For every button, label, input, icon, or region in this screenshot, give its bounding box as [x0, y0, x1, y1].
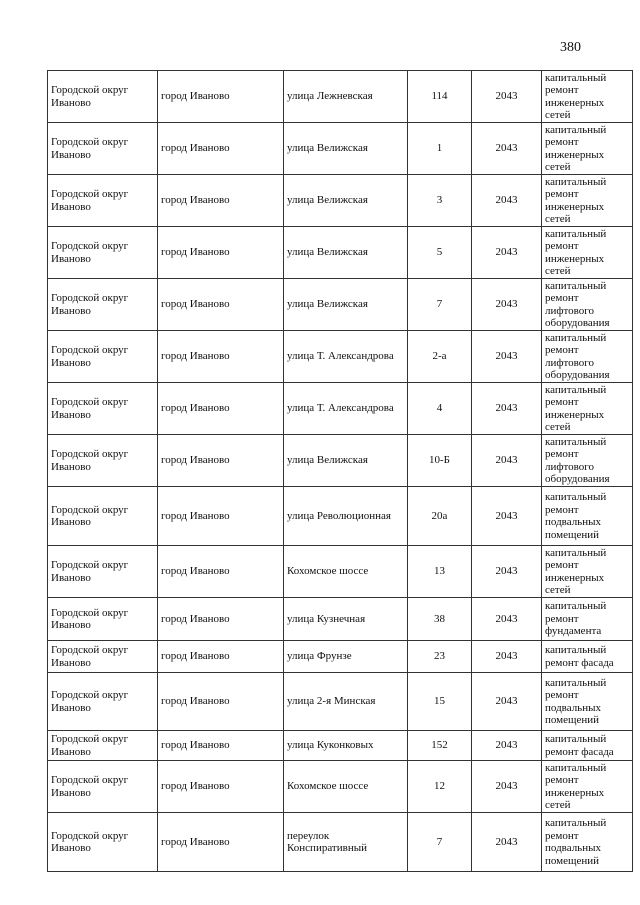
- house-cell: 5: [408, 227, 472, 279]
- district-cell: Городской округ Иваново: [48, 279, 158, 331]
- house-cell: 23: [408, 641, 472, 673]
- work-type-cell: капитальный ремонт подвальных помещений: [542, 813, 633, 872]
- year-cell: 2043: [472, 123, 542, 175]
- city-cell: город Иваново: [158, 175, 284, 227]
- street-cell: улица Революционная: [284, 487, 408, 546]
- district-cell: Городской округ Иваново: [48, 761, 158, 813]
- page-number: 380: [560, 40, 581, 55]
- table-row: [48, 383, 633, 435]
- house-cell: 20а: [408, 487, 472, 546]
- table-row: [48, 813, 633, 872]
- year-cell: 2043: [472, 546, 542, 598]
- table-row: [48, 641, 633, 673]
- work-type-cell: капитальный ремонт инженерных сетей: [542, 546, 633, 598]
- street-cell: улица Велижская: [284, 123, 408, 175]
- table-row: [48, 673, 633, 731]
- district-cell: Городской округ Иваново: [48, 813, 158, 872]
- house-cell: 114: [408, 71, 472, 123]
- work-type-cell: капитальный ремонт фундамента: [542, 598, 633, 641]
- house-cell: 3: [408, 175, 472, 227]
- work-type-cell: капитальный ремонт подвальных помещений: [542, 487, 633, 546]
- street-cell: улица Лежневская: [284, 71, 408, 123]
- house-cell: 38: [408, 598, 472, 641]
- city-cell: город Иваново: [158, 731, 284, 761]
- district-cell: Городской округ Иваново: [48, 123, 158, 175]
- street-cell: улица Фрунзе: [284, 641, 408, 673]
- year-cell: 2043: [472, 761, 542, 813]
- street-cell: улица Велижская: [284, 175, 408, 227]
- work-type-cell: капитальный ремонт фасада: [542, 731, 633, 761]
- table-body: [48, 71, 633, 872]
- district-cell: Городской округ Иваново: [48, 435, 158, 487]
- year-cell: 2043: [472, 435, 542, 487]
- district-cell: Городской округ Иваново: [48, 227, 158, 279]
- city-cell: город Иваново: [158, 227, 284, 279]
- work-type-cell: капитальный ремонт инженерных сетей: [542, 761, 633, 813]
- street-cell: улица Велижская: [284, 435, 408, 487]
- house-cell: 2-а: [408, 331, 472, 383]
- year-cell: 2043: [472, 383, 542, 435]
- city-cell: город Иваново: [158, 813, 284, 872]
- city-cell: город Иваново: [158, 598, 284, 641]
- house-cell: 1: [408, 123, 472, 175]
- work-type-cell: капитальный ремонт лифтового оборудования: [542, 279, 633, 331]
- district-cell: Городской округ Иваново: [48, 487, 158, 546]
- table-row: [48, 227, 633, 279]
- city-cell: город Иваново: [158, 331, 284, 383]
- table-row: [48, 331, 633, 383]
- street-cell: Кохомское шоссе: [284, 546, 408, 598]
- work-type-cell: капитальный ремонт лифтового оборудования: [542, 331, 633, 383]
- city-cell: город Иваново: [158, 71, 284, 123]
- work-type-cell: капитальный ремонт инженерных сетей: [542, 383, 633, 435]
- work-type-cell: капитальный ремонт лифтового оборудования: [542, 435, 633, 487]
- work-type-cell: капитальный ремонт подвальных помещений: [542, 673, 633, 731]
- work-type-cell: капитальный ремонт инженерных сетей: [542, 175, 633, 227]
- street-cell: улица Велижская: [284, 279, 408, 331]
- year-cell: 2043: [472, 175, 542, 227]
- street-cell: переулок Конспиративный: [284, 813, 408, 872]
- house-cell: 12: [408, 761, 472, 813]
- district-cell: Городской округ Иваново: [48, 175, 158, 227]
- year-cell: 2043: [472, 641, 542, 673]
- table-row: [48, 546, 633, 598]
- year-cell: 2043: [472, 598, 542, 641]
- work-type-cell: капитальный ремонт инженерных сетей: [542, 227, 633, 279]
- city-cell: город Иваново: [158, 487, 284, 546]
- city-cell: город Иваново: [158, 435, 284, 487]
- street-cell: улица 2-я Минская: [284, 673, 408, 731]
- district-cell: Городской округ Иваново: [48, 598, 158, 641]
- year-cell: 2043: [472, 813, 542, 872]
- city-cell: город Иваново: [158, 761, 284, 813]
- table-row: [48, 761, 633, 813]
- house-cell: 4: [408, 383, 472, 435]
- district-cell: Городской округ Иваново: [48, 673, 158, 731]
- house-cell: 15: [408, 673, 472, 731]
- table-row: [48, 71, 633, 123]
- house-cell: 10-Б: [408, 435, 472, 487]
- work-type-cell: капитальный ремонт фасада: [542, 641, 633, 673]
- year-cell: 2043: [472, 673, 542, 731]
- table-row: [48, 731, 633, 761]
- year-cell: 2043: [472, 227, 542, 279]
- house-cell: 7: [408, 279, 472, 331]
- year-cell: 2043: [472, 71, 542, 123]
- table-row: [48, 487, 633, 546]
- repair-schedule-table: [47, 70, 633, 872]
- table-row: [48, 435, 633, 487]
- table-row: [48, 598, 633, 641]
- city-cell: город Иваново: [158, 673, 284, 731]
- work-type-cell: капитальный ремонт инженерных сетей: [542, 71, 633, 123]
- street-cell: улица Т. Александрова: [284, 331, 408, 383]
- house-cell: 13: [408, 546, 472, 598]
- table-row: [48, 123, 633, 175]
- district-cell: Городской округ Иваново: [48, 546, 158, 598]
- year-cell: 2043: [472, 731, 542, 761]
- house-cell: 7: [408, 813, 472, 872]
- street-cell: улица Т. Александрова: [284, 383, 408, 435]
- street-cell: улица Велижская: [284, 227, 408, 279]
- district-cell: Городской округ Иваново: [48, 641, 158, 673]
- city-cell: город Иваново: [158, 641, 284, 673]
- house-cell: 152: [408, 731, 472, 761]
- street-cell: улица Кузнечная: [284, 598, 408, 641]
- district-cell: Городской округ Иваново: [48, 331, 158, 383]
- street-cell: улица Куконковых: [284, 731, 408, 761]
- city-cell: город Иваново: [158, 123, 284, 175]
- district-cell: Городской округ Иваново: [48, 731, 158, 761]
- year-cell: 2043: [472, 331, 542, 383]
- district-cell: Городской округ Иваново: [48, 383, 158, 435]
- city-cell: город Иваново: [158, 546, 284, 598]
- table-row: [48, 175, 633, 227]
- year-cell: 2043: [472, 279, 542, 331]
- table-row: [48, 279, 633, 331]
- street-cell: Кохомское шоссе: [284, 761, 408, 813]
- district-cell: Городской округ Иваново: [48, 71, 158, 123]
- year-cell: 2043: [472, 487, 542, 546]
- city-cell: город Иваново: [158, 383, 284, 435]
- city-cell: город Иваново: [158, 279, 284, 331]
- work-type-cell: капитальный ремонт инженерных сетей: [542, 123, 633, 175]
